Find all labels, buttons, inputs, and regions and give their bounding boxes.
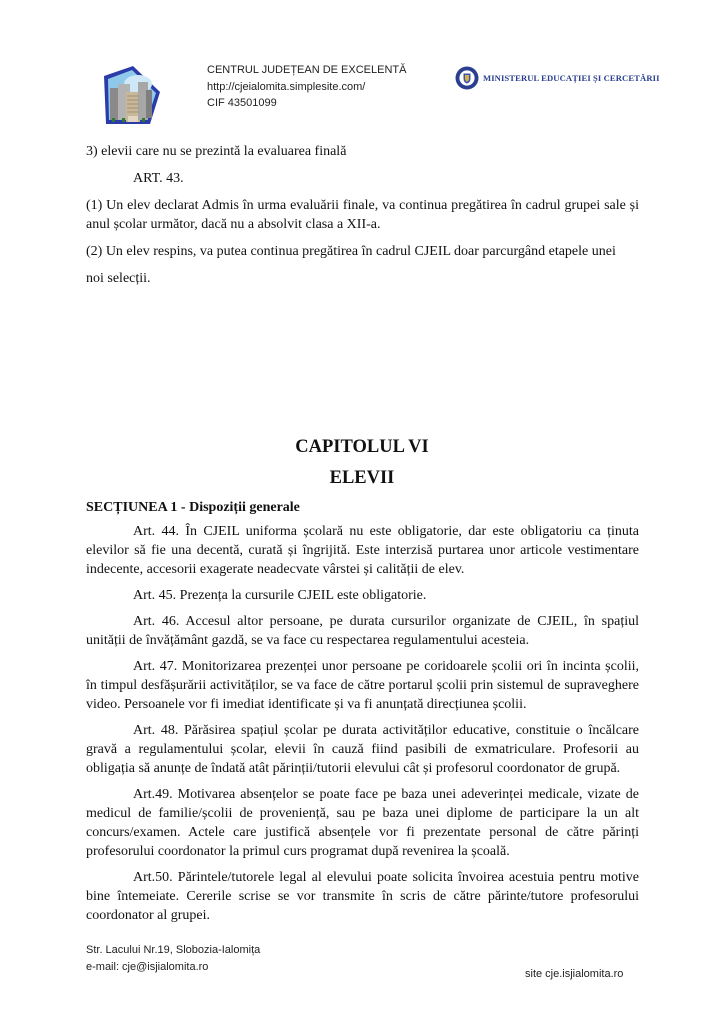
footer-site: site cje.isjialomita.ro xyxy=(525,968,624,980)
chapter-title: CAPITOLUL VI xyxy=(295,437,429,457)
ministry-logo xyxy=(455,66,660,90)
org-website: http://cjeialomita.simplesite.com/ xyxy=(207,80,366,93)
city-buildings-logo-icon xyxy=(96,62,166,128)
article-43-paragraph-1: (1) Un elev declarat Admis în urma evaluării finale, va continua pregătirea în cadrul grupei sale și anul școlar următor, dacă nu a absolvit clasa a XII-a. xyxy=(86,198,639,232)
article-45: Art. 45. Prezența la cursurile CJEIL este obligatorie. xyxy=(133,588,427,603)
footer-address: Str. Lacului Nr.19, Slobozia-Ialomița xyxy=(86,944,261,956)
footer-email: e-mail: cje@isjialomita.ro xyxy=(86,960,209,973)
footer-contact xyxy=(86,942,260,975)
chapter-subtitle: ELEVII xyxy=(329,468,395,488)
org-name: CENTRUL JUDEȚEAN DE EXCELENTĂ xyxy=(207,64,407,76)
org-cif: CIF 43501099 xyxy=(207,97,277,109)
article-48: Art. 48. Părăsirea spațiul școlar pe durata activităților educative, constituie o încălcare gravă a regulamentului școlar, elevii în cauză fiind pasibili de exmatriculare. Profesorii au obligația să anunțe de îndată atât părinții/tutorii elevului cât și profesorul coordonator de grupă. xyxy=(86,723,639,776)
article-50: Art.50. Părintele/tutorele legal al elevului poate solicita învoirea acestuia pentru motive bine întemeiate. Cererile scrise se vor transmite în scris de către părinte/tutore profesorului coordonator al grupei. xyxy=(86,870,639,923)
article-47: Art. 47. Monitorizarea prezenței unor persoane pe coridoarele școlii ori în incinta școlii, în timpul desfășurării activităților, se va face de către portarul școlii prin sistemul de supraveghere video. Persoanele vor fi imediat identificate și va fi anunțată direcțiunea școlii. xyxy=(86,659,639,712)
romanian-coat-of-arms-seal-icon xyxy=(455,66,479,90)
article-43-paragraph-2-line-2: noi selecții. xyxy=(86,271,151,286)
article-49: Art.49. Motivarea absențelor se poate face pe baza unei adeverinței medicale, vizate de medicul de familie/școlii de proveniență, sau pe baza unei diplome de participare la un alt concurs/examen. Actele care justifică absențele vor fi prezentate personal de către părinți profesorului coordonator la primul curs programat după revenirea la școală. xyxy=(86,787,639,859)
article-43-paragraph-2-line-1: (2) Un elev respins, va putea continua pregătirea în cadrul CJEIL doar parcurgând etapele unei xyxy=(86,244,616,259)
article-43-block xyxy=(86,142,639,288)
list-item-3: 3) elevii care nu se prezintă la evaluarea finală xyxy=(86,144,347,159)
ministry-name: MINISTERUL EDUCAȚIEI ȘI CERCETĂRII xyxy=(483,73,660,83)
section-articles xyxy=(86,522,639,925)
article-43-heading: ART. 43. xyxy=(133,171,184,186)
section-title: SECȚIUNEA 1 - Dispoziții generale xyxy=(86,500,300,515)
article-46: Art. 46. Accesul altor persoane, pe durata cursurilor organizate de CJEIL, în spațiul unității de învățământ gazdă, se va face cu respectarea regulamentului acesteia. xyxy=(86,614,639,648)
article-44: Art. 44. În CJEIL uniforma școlară nu este obligatorie, dar este obligatoriu ca ținuta elevilor să fie una decentă, curată și îngrijită. Este interzisă purtarea unor articole vestimentare indecente, accesorii exagerate neadecvate vârstei și calității de elev. xyxy=(86,524,639,577)
header-org-info xyxy=(207,62,406,112)
